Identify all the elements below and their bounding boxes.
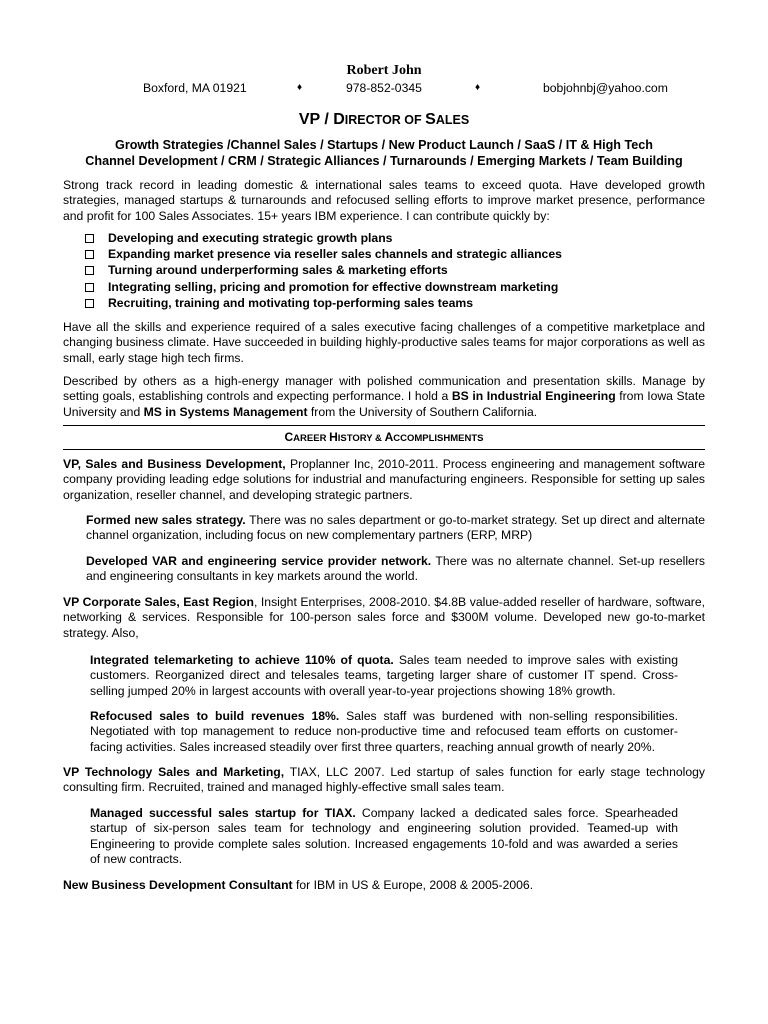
achievement: Formed new sales strategy. There was no sales department or go-to-market strategy. Set up direct and alternate channel organization, including focus on new complementary partners (ERP, MRP) (86, 513, 705, 543)
degree-ms: MS in Systems Management (143, 404, 308, 419)
job-entry: VP Technology Sales and Marketing, TIAX, LLC 2007. Led startup of sales function for early stage technology consulting firm. Recruited, trained and managed highly-effective small sales team. (63, 765, 705, 795)
degree-bs: BS in Industrial Engineering (451, 389, 616, 404)
achievement-head: Refocused sales to build revenues 18%. (90, 709, 340, 723)
achievement-head: Developed VAR and engineering service provider network. (86, 554, 432, 568)
job-entry: VP Corporate Sales, East Region, Insight Enterprises, 2008-2010. $4.8B value-added reseller of hardware, software, networking & services. Responsible for 100-person sales force and $300M volume. Developed new go-to-market strategy. Also, (63, 595, 705, 640)
checkbox-bullet-icon (85, 299, 94, 308)
phone: 978-852-0345 (346, 81, 422, 95)
checkbox-bullet-icon (85, 283, 94, 292)
job-title: New Business Development Consultant (63, 878, 293, 892)
achievement-head: Formed new sales strategy. (86, 513, 246, 527)
section-rule-top (63, 425, 705, 426)
section-rule-bottom (63, 449, 705, 450)
job-title: VP Technology Sales and Marketing, (63, 765, 285, 779)
strengths-list (83, 231, 683, 312)
candidate-name: Robert John (346, 63, 422, 78)
education-paragraph: Described by others as a high-energy manager with polished communication and presentation skills. Manage by setting goals, establishing controls and expecting performance. I hold a BS in Industrial Engineering from Iowa State University and MS in Systems Management from the University of Southern California. (63, 374, 705, 419)
achievement-head: Integrated telemarketing to achieve 110% of quota. (90, 653, 394, 667)
list-item: Developing and executing strategic growth plans (83, 231, 683, 247)
skills-paragraph: Have all the skills and experience required of a sales executive facing challenges of a competitive marketplace and changing business climate. Have succeeded in building highly-productive sales teams for major corporations as well as small, early stage high tech firms. (63, 320, 705, 365)
achievement: Refocused sales to build revenues 18%. Sales staff was burdened with non-selling responsibilities. Negotiated with top management to reduce non-productive time and refocused team efforts on customer-facing activities. Sales increased steadily over first three quarters, reaching annual growth of nearly 20%. (90, 709, 678, 754)
achievement: Integrated telemarketing to achieve 110% of quota. Sales team needed to improve sales with existing customers. Reorganized direct and telesales teams, targeting larger share of customer IT spend. Cross-selling jumped 20% in largest accounts with overall year-to-year projections showing 18% growth. (90, 653, 678, 698)
list-item: Integrating selling, pricing and promotion for effective downstream marketing (83, 280, 683, 296)
job-entry: New Business Development Consultant for IBM in US & Europe, 2008 & 2005-2006. (63, 878, 534, 892)
location: Boxford, MA 01921 (143, 81, 247, 95)
diamond-separator-icon: ♦ (475, 82, 481, 93)
list-item: Turning around underperforming sales & marketing efforts (83, 263, 683, 279)
diamond-separator-icon: ♦ (297, 82, 303, 93)
section-heading-career: CAREER HISTORY & ACCOMPLISHMENTS (284, 430, 484, 444)
achievement-head: Managed successful sales startup for TIAX. (90, 806, 356, 820)
summary-intro: Strong track record in leading domestic & international sales teams to exceed quota. Have developed growth strategies, managed startups & turnarounds and refocused selling efforts to improve market presence, performance and profit for 100 Sales Associates. 15+ years IBM experience. I can contribute quickly by: (63, 178, 705, 223)
achievement: Managed successful sales startup for TIAX. Company lacked a dedicated sales force. Spearheaded startup of six-person sales team for technology and engineering solution provided. Teamed-up with Engineering to provide complete sales solution. Increased engagements 10-fold and was awarded a series of new contracts. (90, 806, 678, 867)
resume-title: VP / DIRECTOR OF SALES (298, 111, 470, 128)
job-title: VP, Sales and Business Development, (63, 457, 286, 471)
contact-line (0, 81, 768, 97)
achievement: Developed VAR and engineering service provider network. There was no alternate channel. Set-up resellers and engineering consultants in key markets around the world. (86, 554, 705, 584)
list-item: Expanding market presence via reseller sales channels and strategic alliances (83, 247, 683, 263)
keywords (0, 138, 768, 169)
job-title: VP Corporate Sales, East Region (63, 595, 254, 609)
checkbox-bullet-icon (85, 266, 94, 275)
keywords-line-1: Growth Strategies /Channel Sales / Startups / New Product Launch / SaaS / IT & High Tech (115, 138, 653, 152)
job-entry: VP, Sales and Business Development, Proplanner Inc, 2010-2011. Process engineering and management software company providing leading edge solutions for industrial and manufacturing engineers. Responsible for setting up sales organization, reseller channel, and developing strategic partners. (63, 457, 705, 502)
checkbox-bullet-icon (85, 234, 94, 243)
list-item: Recruiting, training and motivating top-performing sales teams (83, 296, 683, 312)
keywords-line-2: Channel Development / CRM / Strategic Alliances / Turnarounds / Emerging Markets / Team Building (85, 153, 683, 168)
email-link[interactable]: bobjohnbj@yahoo.com (543, 81, 668, 95)
checkbox-bullet-icon (85, 250, 94, 259)
